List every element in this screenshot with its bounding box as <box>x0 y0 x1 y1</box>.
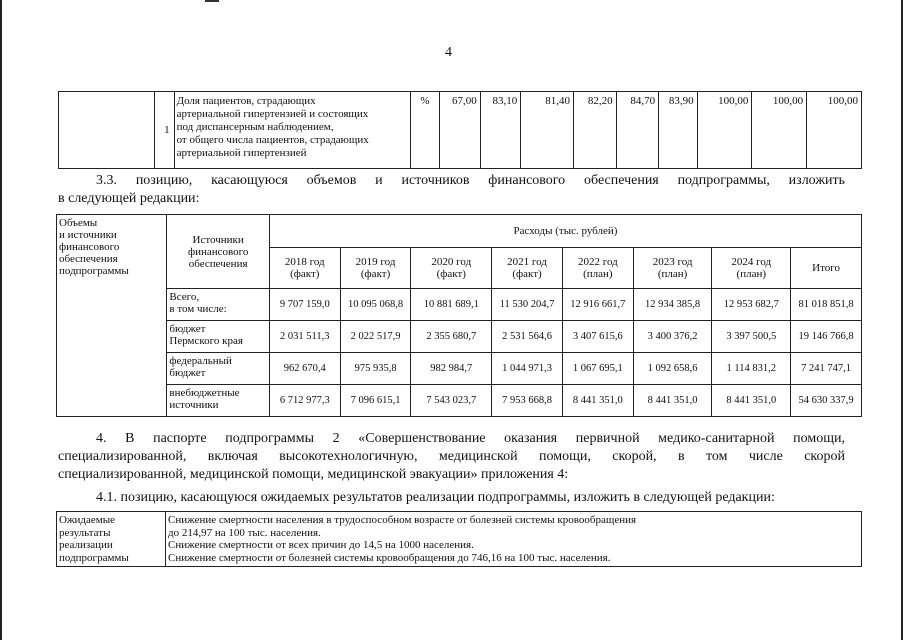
finance-total: 81 018 851,8 <box>791 289 862 321</box>
year-header: 2023 год (план) <box>633 248 712 289</box>
indicator-unit: % <box>410 92 439 169</box>
year-header: 2022 год (план) <box>562 248 633 289</box>
result-line: Снижение смертности населения в трудоспособном возрасте от болезней системы кровообращения <box>168 514 637 526</box>
label-line: обеспечения <box>59 253 118 265</box>
finance-value: 6 712 977,3 <box>269 385 340 417</box>
table-header-row <box>57 215 862 248</box>
paragraph-line: 4. В паспорте подпрограммы 2 «Совершенствование оказания первичной медико-санитарной помощи, <box>96 431 845 446</box>
table-row <box>57 353 862 385</box>
finance-value: 11 530 204,7 <box>492 289 563 321</box>
source-label: федеральный бюджет <box>167 353 270 385</box>
paragraph-line: в следующей редакции: <box>58 191 200 206</box>
finance-total: 54 630 337,9 <box>791 385 862 417</box>
indicator-value: 100,00 <box>697 92 752 169</box>
finance-value: 12 953 682,7 <box>712 289 791 321</box>
finance-value: 7 096 615,1 <box>340 385 411 417</box>
paragraph-4-1: 4.1. позицию, касающуюся ожидаемых результатов реализации подпрограммы, изложить в следующей редакции: <box>96 490 775 505</box>
source-label: Всего, в том числе: <box>167 289 270 321</box>
scan-mark-top <box>205 0 219 2</box>
paragraph-line: специализированной, включая высокотехнологичную, медицинской помощи, скорой, в том числе скорой <box>58 449 845 464</box>
expenses-header: Расходы (тыс. рублей) <box>269 215 861 248</box>
year-header: 2018 год (факт) <box>269 248 340 289</box>
finance-value: 12 934 385,8 <box>633 289 712 321</box>
finance-table <box>56 214 862 417</box>
source-label: внебюджетные источники <box>167 385 270 417</box>
table-row <box>57 289 862 321</box>
table-row <box>57 321 862 353</box>
scan-edge-right <box>901 0 903 640</box>
label-line: и источники <box>59 229 117 241</box>
results-table <box>56 511 862 567</box>
finance-value: 8 441 351,0 <box>562 385 633 417</box>
source-label: бюджет Пермского края <box>167 321 270 353</box>
label-line: результаты <box>59 526 111 539</box>
label-line: реализации <box>59 539 113 551</box>
table-row <box>57 512 862 567</box>
indicator-name-line: артериальной гипертензией и состоящих <box>176 108 369 120</box>
indicator-value: 82,20 <box>574 92 617 169</box>
total-header: Итого <box>791 248 862 289</box>
finance-value: 2 022 517,9 <box>340 321 411 353</box>
label-line: подпрограммы <box>59 265 129 277</box>
table-row <box>59 92 862 169</box>
finance-value: 2 355 680,7 <box>411 321 492 353</box>
paragraph-line: 3.3. позицию, касающуюся объемов и источников финансового обеспечения подпрограммы, изложить <box>96 173 845 188</box>
indicator-name-line: артериальной гипертензией <box>176 147 307 159</box>
header-line: Источники <box>192 233 244 246</box>
indicator-name-line: под диспансерным наблюдением, <box>176 121 334 133</box>
finance-value: 2 031 511,3 <box>269 321 340 353</box>
year-header: 2021 год (факт) <box>492 248 563 289</box>
finance-value: 8 441 351,0 <box>712 385 791 417</box>
finance-value: 982 984,7 <box>411 353 492 385</box>
finance-value: 10 095 068,8 <box>340 289 411 321</box>
label-line: финансового <box>59 241 120 253</box>
indicator-name <box>174 92 410 169</box>
result-line: до 214,97 на 100 тыс. населения. <box>168 526 321 539</box>
year-header: 2020 год (факт) <box>411 248 492 289</box>
finance-value: 8 441 351,0 <box>633 385 712 417</box>
finance-label-cell <box>57 215 167 417</box>
finance-value: 9 707 159,0 <box>269 289 340 321</box>
paragraph-4 <box>58 430 845 484</box>
indicator-value: 83,10 <box>480 92 521 169</box>
finance-value: 12 916 661,7 <box>562 289 633 321</box>
empty-cell <box>59 92 155 169</box>
indicator-value: 67,00 <box>440 92 481 169</box>
indicator-value: 81,40 <box>521 92 574 169</box>
results-content-cell <box>166 512 862 567</box>
finance-value: 3 397 500,5 <box>712 321 791 353</box>
label-line: Объемы <box>59 217 98 229</box>
finance-value: 3 400 376,2 <box>633 321 712 353</box>
label-line: подпрограммы <box>59 551 129 564</box>
paragraph-3-3 <box>58 172 845 208</box>
finance-value: 1 092 658,6 <box>633 353 712 385</box>
finance-value: 1 114 831,2 <box>712 353 791 385</box>
finance-value: 7 543 023,7 <box>411 385 492 417</box>
indicator-name-line: Доля пациентов, страдающих <box>176 95 316 107</box>
result-line: Снижение смертности от всех причин до 14,5 на 1000 населения. <box>168 539 474 551</box>
header-line: финансового <box>187 245 249 258</box>
finance-value: 1 044 971,3 <box>492 353 563 385</box>
scan-edge-left <box>0 0 2 640</box>
finance-total: 7 241 747,1 <box>791 353 862 385</box>
row-index: 1 <box>155 92 174 169</box>
finance-value: 975 935,8 <box>340 353 411 385</box>
indicator-value: 84,70 <box>616 92 659 169</box>
finance-value: 7 953 668,8 <box>492 385 563 417</box>
finance-value: 962 670,4 <box>269 353 340 385</box>
indicator-value: 100,00 <box>752 92 807 169</box>
header-line: обеспечения <box>188 257 248 270</box>
finance-value: 2 531 564,6 <box>492 321 563 353</box>
sources-header <box>167 215 270 289</box>
table-row <box>57 385 862 417</box>
label-line: Ожидаемые <box>59 514 116 526</box>
indicator-table <box>58 91 862 169</box>
year-header: 2024 год (план) <box>712 248 791 289</box>
results-label-cell <box>57 512 166 567</box>
indicator-name-line: от общего числа пациентов, страдающих <box>176 134 369 146</box>
finance-value: 1 067 695,1 <box>562 353 633 385</box>
indicator-value: 83,90 <box>659 92 698 169</box>
finance-total: 19 146 766,8 <box>791 321 862 353</box>
finance-value: 3 407 615,6 <box>562 321 633 353</box>
paragraph-line: специализированной, медицинской помощи, медицинской эвакуации» приложения 4: <box>58 467 569 482</box>
indicator-value: 100,00 <box>807 92 862 169</box>
page-number: 4 <box>445 45 452 60</box>
finance-value: 10 881 689,1 <box>411 289 492 321</box>
result-line: Снижение смертности от болезней системы кровообращения до 746,16 на 100 тыс. населения. <box>168 551 611 564</box>
year-header: 2019 год (факт) <box>340 248 411 289</box>
